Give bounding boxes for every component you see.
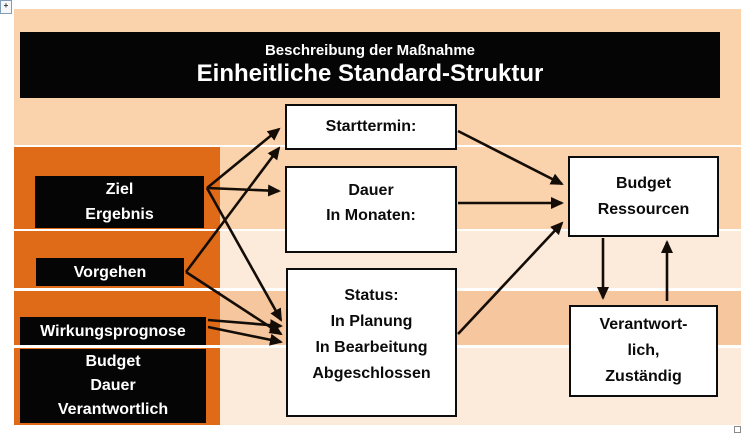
object-anchor-icon: + — [0, 0, 12, 14]
header-banner[interactable] — [20, 32, 720, 98]
sidebar-item-vorgehen[interactable]: Vorgehen — [36, 258, 184, 286]
node-status[interactable]: Status: In Planung In Bearbeitung Abgeschlossen — [286, 268, 457, 417]
node-starttermin[interactable]: Starttermin: — [285, 104, 457, 150]
sidebar-item-ziel-ergebnis[interactable]: Ziel Ergebnis — [35, 176, 204, 228]
header-title: Einheitliche Standard-Struktur — [196, 60, 544, 87]
node-budget-ressourcen[interactable]: Budget Ressourcen — [568, 156, 719, 237]
node-dauer-in-monaten[interactable]: Dauer In Monaten: — [285, 166, 457, 253]
node-verantwortlich-zustaendig[interactable]: Verantwort- lich, Zuständig — [569, 305, 718, 397]
sidebar-item-budget-dauer-verantwortlich[interactable]: Budget Dauer Verantwortlich — [20, 349, 206, 423]
resize-handle[interactable] — [734, 426, 741, 433]
header-subtitle: Beschreibung der Maßnahme — [264, 42, 476, 59]
sidebar-item-wirkungsprognose[interactable]: Wirkungsprognose — [20, 317, 206, 345]
